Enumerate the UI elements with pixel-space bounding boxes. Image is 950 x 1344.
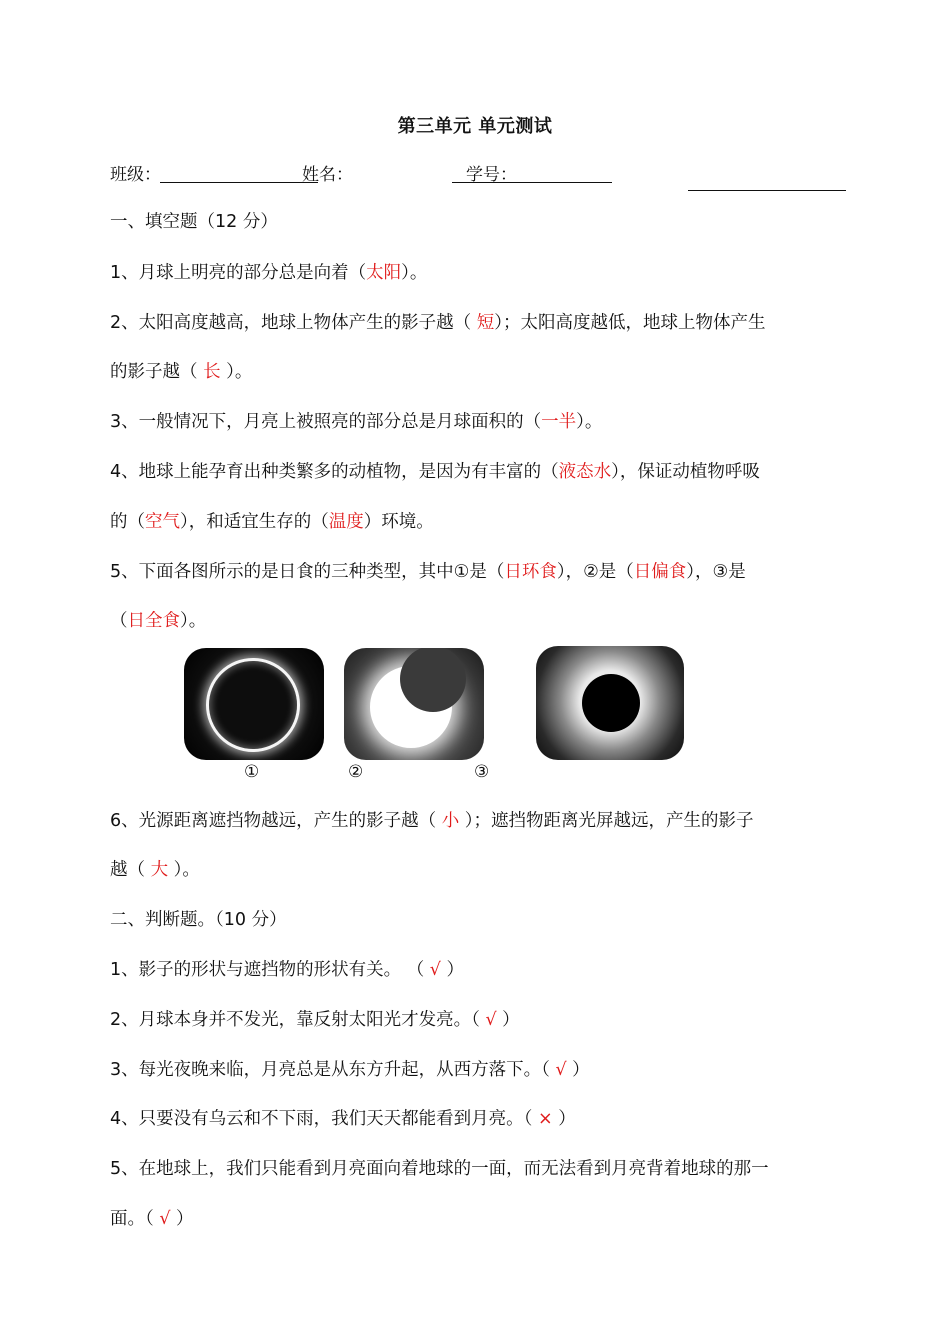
judge-item: 1、影子的形状与遮挡物的形状有关。 （ √ ） bbox=[110, 960, 464, 980]
answer: √ bbox=[479, 1010, 503, 1030]
answer: 日全食 bbox=[127, 611, 180, 631]
answer: √ bbox=[549, 1060, 573, 1080]
answer: 小 bbox=[441, 811, 460, 831]
extra-blank bbox=[688, 190, 846, 191]
answer: 液态水 bbox=[558, 462, 612, 482]
question-1: 1、月球上明亮的部分总是向着（太阳）。 bbox=[110, 263, 428, 283]
answer: 长 bbox=[203, 362, 221, 382]
question-4-cont: 的（空气），和适宜生存的（温度）环境。 bbox=[110, 512, 434, 532]
answer: 空气 bbox=[145, 512, 180, 532]
judge-item-cont: 面。（ √ ） bbox=[110, 1209, 194, 1229]
question-4: 4、地球上能孕育出种类繁多的动植物，是因为有丰富的（液态水），保证动植物呼吸 bbox=[110, 462, 760, 482]
answer: 太阳 bbox=[366, 263, 402, 283]
name-label: 姓名： bbox=[302, 165, 353, 185]
judge-item: 4、只要没有乌云和不下雨，我们天天都能看到月亮。（ × ） bbox=[110, 1109, 576, 1129]
question-2-cont: 的影子越（ 长 ）。 bbox=[110, 362, 253, 382]
page-title: 第三单元 单元测试 bbox=[397, 116, 553, 137]
answer: √ bbox=[153, 1209, 177, 1229]
image-label-1: ① bbox=[244, 762, 260, 782]
answer: 温度 bbox=[328, 512, 364, 532]
partial-eclipse-image bbox=[344, 648, 484, 760]
answer: 短 bbox=[476, 313, 495, 333]
class-blank bbox=[160, 182, 318, 183]
judge-item: 3、每光夜晚来临，月亮总是从东方升起，从西方落下。（ √ ） bbox=[110, 1060, 590, 1080]
id-blank bbox=[452, 182, 612, 183]
question-2: 2、太阳高度越高，地球上物体产生的影子越（ 短）；太阳高度越低，地球上物体产生 bbox=[110, 313, 766, 333]
judge-item: 5、在地球上，我们只能看到月亮面向着地球的一面，而无法看到月亮背着地球的那一 bbox=[110, 1159, 769, 1179]
question-5: 5、下面各图所示的是日食的三种类型，其中①是（日环食），②是（日偏食），③是 bbox=[110, 562, 746, 582]
question-3: 3、一般情况下，月亮上被照亮的部分总是月球面积的（一半）。 bbox=[110, 412, 603, 432]
class-label: 班级： bbox=[110, 165, 161, 185]
answer: 日偏食 bbox=[633, 562, 687, 582]
image-label-3: ③ bbox=[474, 762, 490, 782]
annular-eclipse-image bbox=[184, 648, 324, 760]
question-6: 6、光源距离遮挡物越远，产生的影子越（ 小 ）；遮挡物距离光屏越远，产生的影子 bbox=[110, 811, 754, 831]
answer: 日环食 bbox=[504, 562, 557, 582]
question-6-cont: 越（ 大 ）。 bbox=[110, 860, 200, 880]
id-label: 学号： bbox=[466, 165, 517, 185]
total-eclipse-image bbox=[536, 646, 684, 760]
judge-item: 2、月球本身并不发光，靠反射太阳光才发亮。（ √ ） bbox=[110, 1010, 520, 1030]
answer: 一半 bbox=[541, 412, 577, 432]
section1-heading: 一、填空题（12 分） bbox=[110, 212, 278, 232]
answer: √ bbox=[424, 960, 447, 980]
answer: × bbox=[532, 1109, 559, 1129]
question-5-cont: （日全食）。 bbox=[110, 611, 207, 631]
image-label-2: ② bbox=[348, 762, 364, 782]
section2-heading: 二、判断题。（10 分） bbox=[110, 910, 287, 930]
answer: 大 bbox=[150, 860, 169, 880]
